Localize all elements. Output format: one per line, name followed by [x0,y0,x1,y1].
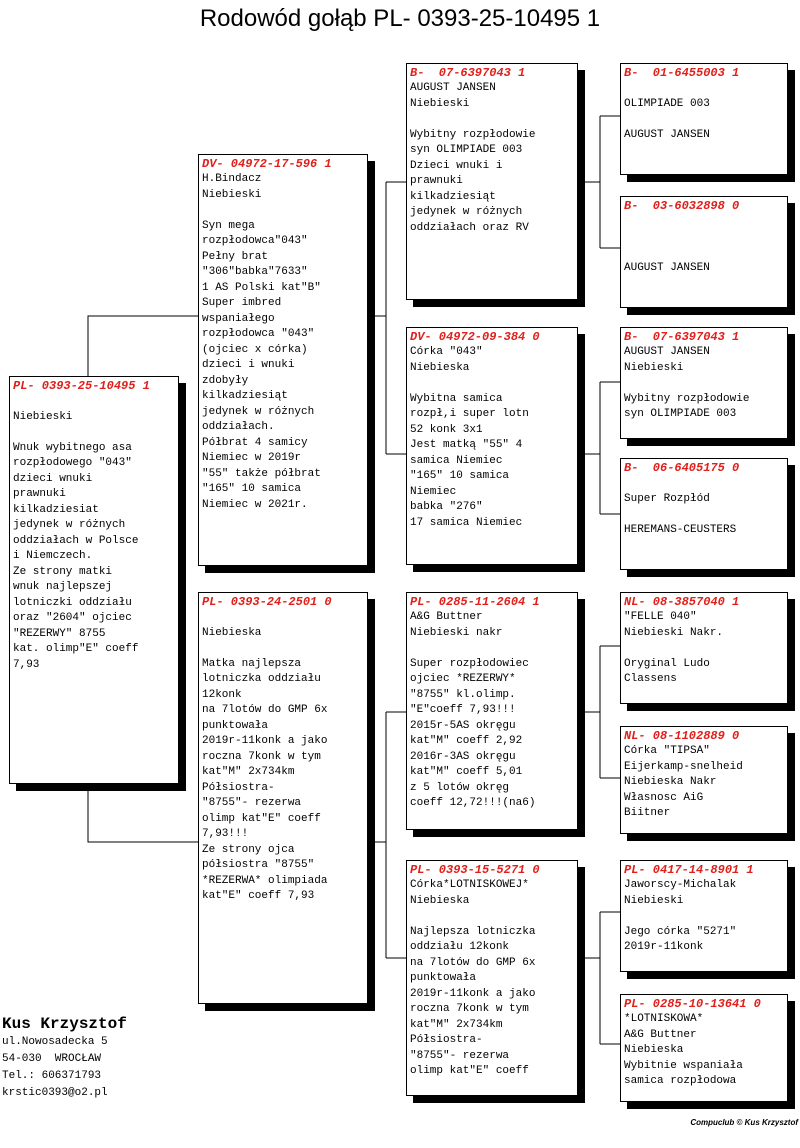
description-line: Oryginal Ludo [624,657,710,670]
bird-description [410,81,574,236]
description-line: kat"M" 2x734km [202,766,295,778]
ring-number: B- 03-6032898 0 [624,199,740,213]
description-line: kat. olimp"E" coeff [13,643,139,655]
description-line: kilkadziesiąt [202,390,288,402]
description-line: "FELLE 040" [624,611,697,623]
connector-sire [88,316,198,376]
description-line: Niebieska [202,626,262,639]
pedigree-card-dam [198,592,368,1004]
description-line: Niebieski Nakr. [624,626,724,639]
description-line [624,245,784,261]
description-line: Najlepsza lotniczka [410,925,536,938]
description-line: Syn mega [202,219,255,232]
description-line: (ojciec x córka) [202,343,308,356]
page-title: Rodowód gołąb PL- 0393-25-10495 1 [199,5,601,32]
description-line: prawnuki [410,175,463,187]
pedigree-card-dam-sire-dam [620,726,788,834]
description-line: Niebieska [410,894,470,907]
description-line: prawnuki [13,488,66,500]
description-line: Niebieski [410,97,470,110]
description-line: Wybitna samica [410,392,503,405]
description-line: Biitner [624,807,671,819]
description-line: Niebieski [202,188,262,201]
bird-description [624,744,784,822]
pedigree-card-dam-dam-sire [620,860,788,972]
description-line: *REZERWA* olimpiada [202,874,328,887]
bird-description [624,214,784,276]
ring-number: B- 07-6397043 1 [410,66,526,80]
pedigree-card-dam-sire [406,592,578,830]
pedigree-card-dam-sire-sire [620,592,788,704]
description-line [624,507,784,523]
description-line: 2016r-3AS okręgu [410,750,516,763]
pedigree-card-sire [198,154,368,566]
description-line: Córka "TIPSA" [624,745,710,757]
description-line: punktowała [410,972,477,984]
description-line: punktowała [202,719,269,732]
pedigree-card-sire-dam-dam [620,458,788,570]
ring-number: NL- 08-1102889 0 [624,729,740,743]
description-line: Córka*LOTNISKOWEJ* [410,879,529,891]
description-line: Niebieska Nakr [624,776,717,788]
description-line: olimp kat"E" coeff [410,1065,529,1077]
description-line: Wnuk wybitnego asa [13,441,132,454]
bird-description [624,476,784,538]
description-line: zdobyły [202,374,249,387]
description-line [410,909,574,925]
description-line: jedynek w różnych [13,519,126,531]
description-line: lotniczka oddziału [202,673,321,685]
description-line: Super rozpłodowiec [410,657,529,670]
description-line: wnuk najlepszej [13,581,113,593]
owner-name: Kus Krzysztof [2,1015,127,1033]
description-line: jedynek w różnych [410,206,523,218]
description-line [624,641,784,657]
description-line: syn OLIMPIADE 003 [624,408,737,420]
ring-number: PL- 0393-25-10495 1 [13,379,150,393]
description-line: 2019r-11konk [624,941,704,953]
description-line: HEREMANS-CEUSTERS [624,523,737,536]
description-line: 2019r-11konk a jako [202,735,328,747]
description-line: Jest matką "55" 4 [410,439,523,451]
bird-description [202,172,364,513]
description-line: Wybitny rozpłodowie [410,128,536,141]
description-line: Półsiostra- [410,1034,483,1046]
description-line: oddziałach oraz RV [410,221,529,234]
description-line: oddziału 12konk [410,941,510,953]
description-line: 2015r-5AS okręgu [410,719,516,732]
description-line [13,425,175,441]
bird-description [410,878,574,1080]
description-line: oddziałach. [202,421,275,433]
description-line: kat"E" coeff 7,93 [202,890,315,902]
description-line: Pełny brat [202,250,269,263]
description-line: Dzieci wnuki i [410,159,503,172]
description-line: rozpł,i super lotn [410,408,529,420]
description-line: 17 samica Niemiec [410,516,523,529]
description-line: Super Rozpłód [624,492,710,505]
description-line [624,476,784,492]
pedigree-card-sire-sire-dam [620,196,788,308]
description-line: Jaworscy-Michalak [624,879,737,891]
description-line: rozpłodowego "043" [13,457,132,469]
owner-email: krstic0393@o2.pl [2,1087,108,1099]
description-line: "8755"- rezerwa [202,797,302,809]
description-line: samica Niemiec [410,454,503,467]
description-line: *LOTNISKOWA* [624,1013,704,1025]
description-line: Niebieski nakr [410,626,503,639]
description-line: 7,93 [13,658,40,671]
description-line: Wybitnie wspaniała [624,1059,743,1072]
ring-number: NL- 08-3857040 1 [624,595,740,609]
description-line: syn OLIMPIADE 003 [410,144,523,156]
description-line: "165" 10 samica [410,470,510,482]
description-line: "165" 10 samica [202,483,302,495]
description-line: Półbrat 4 samicy [202,436,308,449]
description-line [624,909,784,925]
ring-number: DV- 04972-17-596 1 [202,157,332,171]
pedigree-card-sire-sire [406,63,578,300]
description-line: Niebieski [624,361,684,374]
description-line: z 5 lotów okręg [410,781,510,794]
description-line: "E"coeff 7,93!!! [410,704,516,716]
connector-dam [88,784,198,842]
description-line: Ze strony ojca [202,843,295,856]
ring-number: PL- 0285-10-13641 0 [624,997,761,1011]
description-line: Córka "043" [410,346,483,358]
description-line: 2019r-11konk a jako [410,987,536,1000]
description-line: "REZERWY" 8755 [13,627,106,640]
description-line: lotniczki oddziału [13,596,132,609]
pedigree-card-sire-dam [406,327,578,565]
description-line [202,610,364,626]
description-line: oddziałach w Polsce [13,534,139,547]
ring-number: PL- 0417-14-8901 1 [624,863,754,877]
description-line: "55" także półbrat [202,467,321,480]
description-line: 7,93!!! [202,828,249,840]
description-line: roczna 7konk w tym [410,1003,529,1015]
owner-info [2,1014,127,1102]
description-line: AUGUST JANSEN [624,128,710,141]
description-line: Własnosc AiG [624,791,704,804]
description-line: AUGUST JANSEN [624,346,710,358]
description-line: OLIMPIADE 003 [624,97,710,110]
description-line: i Niemczech. [13,550,93,562]
ring-number: B- 06-6405175 0 [624,461,740,475]
description-line: półsiostra "8755" [202,859,315,871]
owner-city: 54-030 WROCŁAW [2,1053,102,1065]
description-line: kat"M" coeff 2,92 [410,735,523,747]
description-line: Jego córka "5271" [624,925,737,938]
description-line: Niebieski [624,894,684,907]
bird-description [410,345,574,531]
bird-description [624,81,784,143]
description-line: coeff 12,72!!!(na6) [410,797,536,809]
description-line: rozpłodowca "043" [202,328,315,340]
description-line [624,230,784,246]
description-line: AUGUST JANSEN [410,82,496,94]
description-line: AUGUST JANSEN [624,261,710,274]
description-line: "8755" kl.olimp. [410,688,516,701]
description-line: babka "276" [410,501,483,513]
description-line [624,214,784,230]
description-line: 52 konk 3x1 [410,423,483,436]
description-line: samica rozpłodowa [624,1075,737,1087]
description-line: Matka najlepsza [202,657,302,670]
description-line: kat"M" 2x734km [410,1018,503,1031]
pedigree-card-sire-sire-sire [620,63,788,175]
description-line: Niebieski [13,410,73,423]
description-line: Niemiec w 2021r. [202,498,308,511]
ring-number: B- 07-6397043 1 [624,330,740,344]
description-line: "8755"- rezerwa [410,1049,510,1062]
bird-description [410,610,574,812]
description-line: Niemiec [410,485,457,498]
description-line: dzieci wnuki [13,472,93,485]
description-line: Super imbred [202,297,282,309]
ring-number: PL- 0393-15-5271 0 [410,863,540,877]
ring-number: B- 01-6455003 1 [624,66,740,80]
pedigree-card-dam-dam-dam [620,994,788,1102]
description-line: roczna 7konk w tym [202,750,321,763]
bird-description [624,878,784,956]
description-line: A&G Buttner [410,611,483,623]
pedigree-card-subject [9,376,179,784]
bird-description [202,610,364,905]
description-line: H.Bindacz [202,173,262,185]
description-line: Wybitny rozpłodowie [624,392,750,405]
bird-description [624,610,784,688]
description-line: na 7lotów do GMP 6x [410,956,536,969]
description-line [410,112,574,128]
pedigree-card-dam-dam [406,860,578,1096]
description-line [202,203,364,219]
description-line: jedynek w różnych [202,405,315,418]
description-line [202,641,364,657]
description-line: kilkadziesiąt [410,190,496,203]
description-line: 12konk [202,688,242,701]
description-line: 1 AS Polski kat"B" [202,281,321,294]
owner-address: ul.Nowosadecka 5 [2,1036,108,1048]
description-line: A&G Buttner [624,1028,697,1041]
owner-phone: Tel.: 606371793 [2,1070,102,1082]
ring-number: PL- 0393-24-2501 0 [202,595,332,609]
description-line [13,394,175,410]
description-line: Eijerkamp-snelheid [624,760,743,773]
description-line: wspaniałego [202,312,275,325]
description-line [624,376,784,392]
description-line: rozpłodowca"043" [202,235,308,247]
description-line: na 7lotów do GMP 6x [202,704,328,716]
description-line: Niebieska [410,361,470,374]
description-line: kat"M" coeff 5,01 [410,766,523,778]
ring-number: DV- 04972-09-384 0 [410,330,540,344]
description-line: olimp kat"E" coeff [202,812,321,825]
description-line: "306"babka"7633" [202,266,308,278]
description-line: Niebieska [624,1044,684,1056]
description-line [624,81,784,97]
description-line [410,641,574,657]
ring-number: PL- 0285-11-2604 1 [410,595,540,609]
description-line [410,376,574,392]
footer-credit: Compuclub © Kus Krzysztof [690,1118,798,1127]
description-line: dzieci i wnuki [202,359,295,371]
bird-description [624,1012,784,1090]
bird-description [624,345,784,423]
description-line: ojciec *REZERWY* [410,673,516,685]
description-line: Classens [624,673,677,685]
description-line: kilkadziesiat [13,503,99,516]
description-line: Półsiostra- [202,781,275,794]
description-line: oraz "2604" ojciec [13,612,132,624]
pedigree-card-sire-dam-sire [620,327,788,439]
description-line [624,112,784,128]
bird-description [13,394,175,673]
description-line: Niemiec w 2019r [202,452,302,464]
description-line: Ze strony matki [13,565,113,578]
